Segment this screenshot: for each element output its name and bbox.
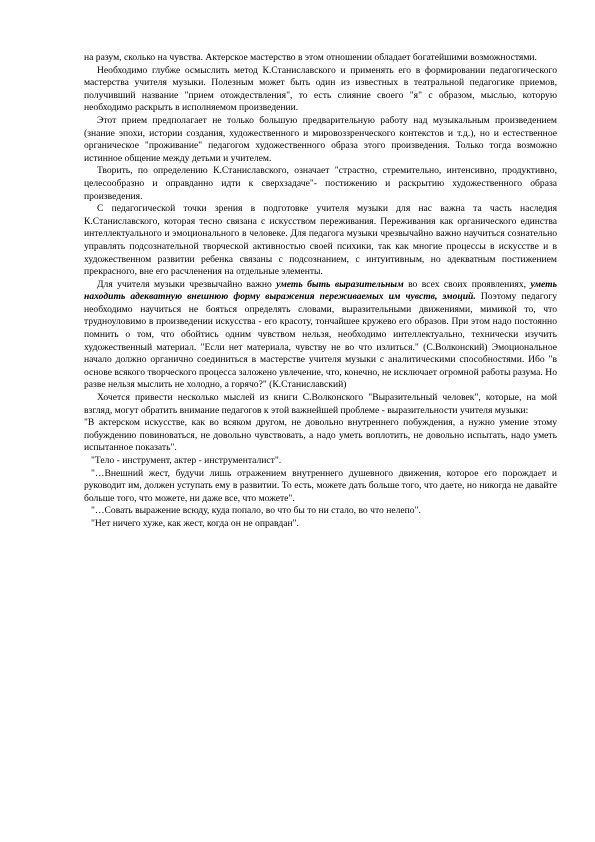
emphasis-text: уметь быть выразительным <box>276 278 404 290</box>
quote-text: "…Совать выражение всюду, куда попало, во что бы то ни стало, во что нелепо". <box>91 505 421 517</box>
paragraph-text: Для учителя музыки чрезвычайно важно <box>97 278 277 290</box>
quote-paragraph <box>84 417 557 455</box>
paragraph-creation-definition <box>84 165 557 203</box>
paragraph-text: С педагогической точки зрения в подготовке учителя музыки для нас важна та часть наследия К.Станиславского, которая тесно связана с искусством переживания. Переживания как органического единства интеллектуального и эмоционального в человеке. Для педагога музыки чрезвычайно важно научиться сознательно управлять подсознательной творческой активностью своей психики, так как многие процессы в искусстве и в художественном развитии ребенка связаны с подсознанием, с интуитивным, но адекватным постижением прекрасного, вне его расчленения на отдельные элементы. <box>84 203 557 278</box>
quote-paragraph <box>84 468 557 506</box>
quote-paragraph <box>84 518 557 531</box>
quote-paragraph <box>84 455 557 468</box>
paragraph-text: во всех своих проявлениях, <box>403 278 531 290</box>
quote-text: "Тело - инструмент, актер - инструменталист". <box>91 455 282 466</box>
paragraph-text: Поэтому педагогу необходимо научиться не бояться определять словами, выразительными движениями, мимикой то, что трудноуловимо в произведении искусства - его красоту, тончайшее кружево его образов. При этом надо постоянно помнить о том, что обойтись одним чувством нельзя, необходимо интеллектуально, технически изучить художественный материал. "Если нет материала, чувству не во что излиться." (С.Волконский) Эмоциональное начало должно органично соединиться в мастерстве учителя музыки с аналитическими способностями. Ибо "в основе всякого творческого процесса заложено увлечение, что, конечно, не исключает огромной работы разума. Но разве нельзя мыслить не холодно, а горячо?" (К.Станиславский) <box>84 291 557 391</box>
paragraph-expressiveness <box>84 279 557 392</box>
paragraph-volkonsky-intro <box>84 392 557 417</box>
quote-text: "В актерском искусстве, как во всяком другом, не довольно внутреннего побуждения, а нужно умение этому побуждению повиноваться, не довольно чувствовать, а надо уметь воплотить, не довольно испытать, надо уметь испытанное показать". <box>84 417 557 454</box>
paragraph-pedagogical-view <box>84 203 557 279</box>
paragraph-technique <box>84 115 557 165</box>
paragraph-text: Необходимо глубже осмыслить метод К.Станиславского и применять его в формировании педагогического мастерства учителя музыки. Полезным может быть один из известных в театральной педагогике приемов, получивший название "прием отождествления", то есть слияние своего "я" с образом, мыслью, которую необходимо раскрыть в исполняемом произведении. <box>84 64 557 114</box>
paragraph-continuation <box>84 52 557 65</box>
paragraph-text: Творить, по определению К.Станиславского, означает "страстно, стремительно, интенсивно, продуктивно, целесообразно и оправданно идти к сверхзадаче"- постижению и раскрытию художественного образа произведения. <box>84 165 557 202</box>
document-page <box>84 52 557 531</box>
paragraph-stanislavsky-method <box>84 65 557 115</box>
quote-text: "…Внешний жест, будучи лишь отражением внутреннего душевного движения, которое его порождает и руководит им, должен уступать ему в развитии. То есть, можете дать больше того, что даете, но никогда не давайте больше того, что можете, ни даже все, что можете". <box>84 467 557 504</box>
paragraph-text: на разум, сколько на чувства. Актерское мастерство в этом отношении обладает богатейшими возможностями. <box>84 52 537 63</box>
paragraph-text: Этот прием предполагает не только большую предварительную работу над музыкальным произведением (знание эпохи, истории создания, художественного и мировоззренческого контекстов и т.д.), но и естественное органическое "проживание" педагогом художественного образа этого произведения. Только тогда возможно истинное общение между детьми и учителем. <box>84 114 557 164</box>
quote-paragraph <box>84 505 557 518</box>
emphasis-text: уметь находить адекватную внешнюю форму выражения переживаемых им чувств, эмоций. <box>84 278 558 303</box>
paragraph-text: Хочется привести несколько мыслей из книги С.Волконского "Выразительный человек", которые, на мой взгляд, могут обратить внимание педагогов к этой важнейшей проблеме - выразительности учителя музыки: <box>84 392 557 416</box>
quote-text: "Нет ничего хуже, как жест, когда он не оправдан". <box>91 517 299 529</box>
